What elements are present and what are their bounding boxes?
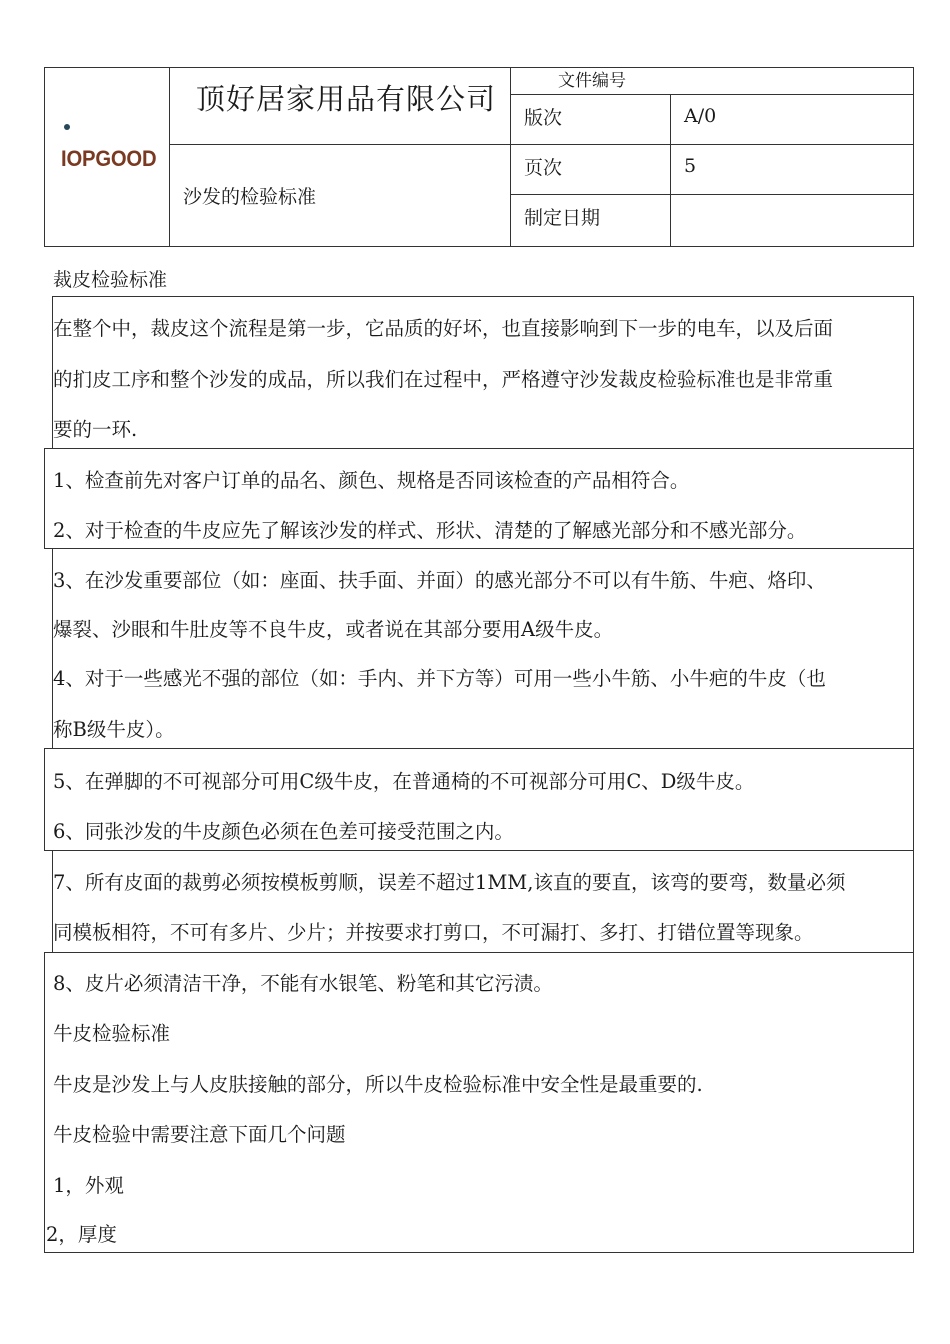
content-divider-1	[44, 448, 914, 449]
file-no-label: 文件编号	[558, 71, 626, 91]
content-left-border-6	[44, 952, 45, 1252]
content-right-border	[913, 296, 914, 1252]
list-item: 1、检查前先对客户订单的品名、颜色、规格是否同该检查的产品相符合。	[53, 469, 690, 492]
list-item: 8、皮片必须清洁干净，不能有水银笔、粉笔和其它污渍。	[53, 972, 553, 995]
header-left-border	[44, 67, 45, 246]
page-value: 5	[684, 155, 697, 177]
paragraph-line: 牛皮检验中需要注意下面几个问题	[53, 1123, 346, 1146]
paragraph-line: 牛皮是沙发上与人皮肤接触的部分，所以牛皮检验标准中安全性是最重要的.	[53, 1073, 703, 1096]
list-item: 同模板相符，不可有多片、少片；并按要求打剪口，不可漏打、多打、打错位置等现象。	[53, 921, 814, 944]
content-divider-5	[44, 952, 914, 953]
page-label: 页次	[524, 157, 563, 179]
list-item: 6、同张沙发的牛皮颜色必须在色差可接受范围之内。	[53, 820, 514, 843]
paragraph-line: 的扪皮工序和整个沙发的成品，所以我们在过程中，严格遵守沙发裁皮检验标准也是非常重	[53, 368, 834, 391]
content-bottom-border	[44, 1252, 914, 1253]
list-item: 称B级牛皮）。	[53, 718, 175, 741]
header-version-divider	[510, 144, 913, 145]
list-item: 1，外观	[53, 1174, 124, 1197]
header-right-border	[913, 67, 914, 246]
list-item: 2，厚度	[46, 1223, 117, 1246]
date-label: 制定日期	[524, 207, 601, 229]
document-title: 沙发的检验标准	[183, 186, 317, 208]
paragraph-line: 在整个中，裁皮这个流程是第一步，它品质的好坏，也直接影响到下一步的电车，以及后面	[53, 317, 834, 340]
header-divider-value	[670, 94, 671, 246]
version-value: A/0	[684, 105, 717, 127]
subsection-title: 牛皮检验标准	[53, 1022, 171, 1045]
header-fileno-divider	[510, 94, 913, 95]
list-item: 4、对于一些感光不强的部位（如：手内、并下方等）可用一些小牛筋、小牛疤的牛皮（也	[53, 667, 826, 690]
header-company-divider	[169, 144, 510, 145]
header-page-divider	[510, 194, 913, 195]
list-item: 3、在沙发重要部位（如：座面、扶手面、并面）的感光部分不可以有牛筋、牛疤、烙印、	[53, 569, 826, 592]
header-top-border	[44, 67, 914, 68]
list-item: 爆裂、沙眼和牛肚皮等不良牛皮，或者说在其部分要用A级牛皮。	[53, 618, 614, 641]
list-item: 5、在弹脚的不可视部分可用C级牛皮，在普通椅的不可视部分可用C、D级牛皮。	[53, 770, 755, 793]
list-item: 2、对于检查的牛皮应先了解该沙发的样式、形状、清楚的了解感光部分和不感光部分。	[53, 519, 807, 542]
paragraph-line: 要的一环.	[53, 418, 138, 441]
logo-dot-icon	[64, 124, 70, 130]
company-name: 顶好居家用品有限公司	[196, 82, 497, 116]
list-item: 7、所有皮面的裁剪必须按模板剪顺，误差不超过1MM,该直的要直，该弯的要弯，数量必须	[53, 871, 846, 894]
header-divider-logo	[169, 67, 170, 246]
content-left-border-4	[44, 748, 45, 850]
content-divider-3	[44, 748, 914, 749]
content-top-border	[52, 296, 914, 297]
section-title: 裁皮检验标准	[53, 269, 168, 291]
content-divider-2	[44, 548, 914, 549]
version-label: 版次	[524, 107, 563, 129]
content-divider-4	[44, 850, 914, 851]
header-bottom-border	[44, 246, 914, 247]
content-left-border-2	[44, 448, 45, 548]
company-logo: IOPGOOD	[61, 146, 157, 171]
